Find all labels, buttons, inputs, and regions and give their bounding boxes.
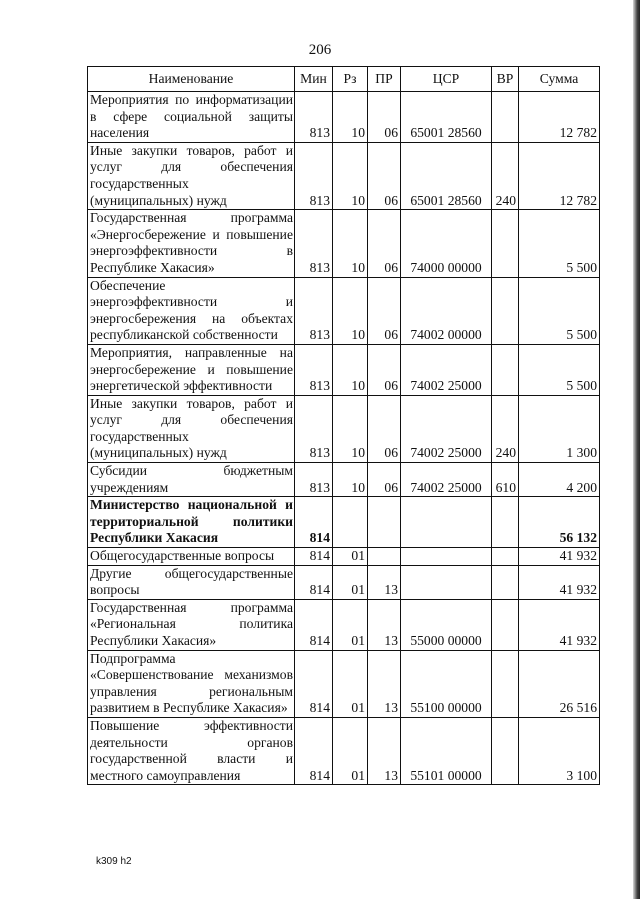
table-header-row	[88, 67, 600, 92]
page-edge-shadow	[633, 0, 640, 899]
cell-sum: 12 782	[519, 142, 600, 209]
cell-pr: 06	[368, 395, 401, 462]
cell-pr: 06	[368, 463, 401, 497]
table-row	[88, 463, 600, 497]
cell-vr: 240	[492, 142, 519, 209]
header-rz: Рз	[333, 67, 368, 92]
cell-min: 813	[295, 210, 333, 277]
cell-rz: 10	[333, 395, 368, 462]
table-row	[88, 277, 600, 344]
table-row	[88, 548, 600, 566]
table-row	[88, 92, 600, 143]
cell-min: 814	[295, 650, 333, 717]
cell-pr: 06	[368, 344, 401, 395]
cell-csr	[401, 497, 492, 548]
cell-csr: 74002 25000	[401, 395, 492, 462]
cell-sum: 12 782	[519, 92, 600, 143]
cell-vr	[492, 565, 519, 599]
header-min: Мин	[295, 67, 333, 92]
cell-sum: 5 500	[519, 344, 600, 395]
cell-min: 813	[295, 395, 333, 462]
table-row	[88, 599, 600, 650]
cell-vr: 240	[492, 395, 519, 462]
cell-min: 814	[295, 717, 333, 784]
table-body	[88, 92, 600, 785]
cell-vr	[492, 210, 519, 277]
table-row	[88, 565, 600, 599]
cell-min: 813	[295, 463, 333, 497]
cell-name: Государственная программа «Региональная политика Республики Хакасия»	[88, 599, 295, 650]
cell-sum: 56 132	[519, 497, 600, 548]
cell-min: 814	[295, 565, 333, 599]
cell-pr: 13	[368, 565, 401, 599]
cell-sum: 1 300	[519, 395, 600, 462]
cell-sum: 3 100	[519, 717, 600, 784]
cell-rz: 01	[333, 565, 368, 599]
cell-pr: 06	[368, 92, 401, 143]
cell-min: 814	[295, 548, 333, 566]
cell-min: 813	[295, 344, 333, 395]
cell-rz: 10	[333, 92, 368, 143]
cell-pr: 13	[368, 717, 401, 784]
cell-csr: 55100 00000	[401, 650, 492, 717]
cell-name: Повышение эффективности деятельности органов государственной власти и местного самоуправления	[88, 717, 295, 784]
cell-csr: 55000 00000	[401, 599, 492, 650]
table-row	[88, 650, 600, 717]
cell-rz: 01	[333, 717, 368, 784]
cell-rz: 10	[333, 210, 368, 277]
cell-sum: 26 516	[519, 650, 600, 717]
cell-name: Субсидии бюджетным учреждениям	[88, 463, 295, 497]
cell-name: Обеспечение энергоэффективности и энергосбережения на объектах республиканской собственности	[88, 277, 295, 344]
table-row	[88, 395, 600, 462]
cell-name: Мероприятия по информатизации в сфере социальной защиты населения	[88, 92, 295, 143]
cell-vr: 610	[492, 463, 519, 497]
cell-pr: 06	[368, 210, 401, 277]
cell-name: Государственная программа «Энергосбережение и повышение энергоэффективности в Республике Хакасия»	[88, 210, 295, 277]
cell-name: Иные закупки товаров, работ и услуг для обеспечения государственных (муниципальных) нужд	[88, 142, 295, 209]
cell-vr	[492, 277, 519, 344]
cell-vr	[492, 92, 519, 143]
cell-name: Подпрограмма «Совершенствование механизмов управления региональным развитием в Республике Хакасия»	[88, 650, 295, 717]
cell-min: 813	[295, 142, 333, 209]
cell-rz: 10	[333, 142, 368, 209]
cell-vr	[492, 599, 519, 650]
cell-name: Мероприятия, направленные на энергосбережение и повышение энергетической эффективности	[88, 344, 295, 395]
cell-name: Министерство национальной и территориальной политики Республики Хакасия	[88, 497, 295, 548]
page-number: 206	[308, 42, 332, 58]
cell-min: 814	[295, 599, 333, 650]
cell-sum: 5 500	[519, 210, 600, 277]
table-row	[88, 142, 600, 209]
header-csr: ЦСР	[401, 67, 492, 92]
cell-rz	[333, 497, 368, 548]
cell-sum: 4 200	[519, 463, 600, 497]
cell-pr: 13	[368, 650, 401, 717]
header-vr: ВР	[492, 67, 519, 92]
cell-sum: 41 932	[519, 548, 600, 566]
header-sum: Сумма	[519, 67, 600, 92]
cell-sum: 41 932	[519, 565, 600, 599]
cell-min: 813	[295, 277, 333, 344]
budget-table	[87, 66, 600, 785]
cell-vr	[492, 344, 519, 395]
cell-sum: 5 500	[519, 277, 600, 344]
cell-rz: 01	[333, 548, 368, 566]
cell-sum: 41 932	[519, 599, 600, 650]
cell-min: 813	[295, 92, 333, 143]
table-row	[88, 717, 600, 784]
cell-rz: 01	[333, 599, 368, 650]
cell-vr	[492, 548, 519, 566]
table-row	[88, 344, 600, 395]
cell-csr	[401, 565, 492, 599]
cell-csr: 74002 25000	[401, 463, 492, 497]
cell-min: 814	[295, 497, 333, 548]
table-row	[88, 497, 600, 548]
cell-pr	[368, 497, 401, 548]
cell-name: Общегосударственные вопросы	[88, 548, 295, 566]
footer-code: k309 h2	[96, 856, 132, 867]
cell-name: Иные закупки товаров, работ и услуг для обеспечения государственных (муниципальных) нужд	[88, 395, 295, 462]
cell-pr: 13	[368, 599, 401, 650]
cell-vr	[492, 650, 519, 717]
cell-pr	[368, 548, 401, 566]
cell-vr	[492, 717, 519, 784]
cell-csr	[401, 548, 492, 566]
cell-csr: 55101 00000	[401, 717, 492, 784]
cell-rz: 10	[333, 277, 368, 344]
header-pr: ПР	[368, 67, 401, 92]
cell-rz: 10	[333, 344, 368, 395]
cell-csr: 74002 25000	[401, 344, 492, 395]
table-row	[88, 210, 600, 277]
cell-name: Другие общегосударственные вопросы	[88, 565, 295, 599]
cell-vr	[492, 497, 519, 548]
cell-pr: 06	[368, 277, 401, 344]
header-name: Наименование	[88, 67, 295, 92]
cell-csr: 74002 00000	[401, 277, 492, 344]
cell-rz: 01	[333, 650, 368, 717]
cell-csr: 74000 00000	[401, 210, 492, 277]
cell-csr: 65001 28560	[401, 92, 492, 143]
cell-pr: 06	[368, 142, 401, 209]
cell-csr: 65001 28560	[401, 142, 492, 209]
cell-rz: 10	[333, 463, 368, 497]
